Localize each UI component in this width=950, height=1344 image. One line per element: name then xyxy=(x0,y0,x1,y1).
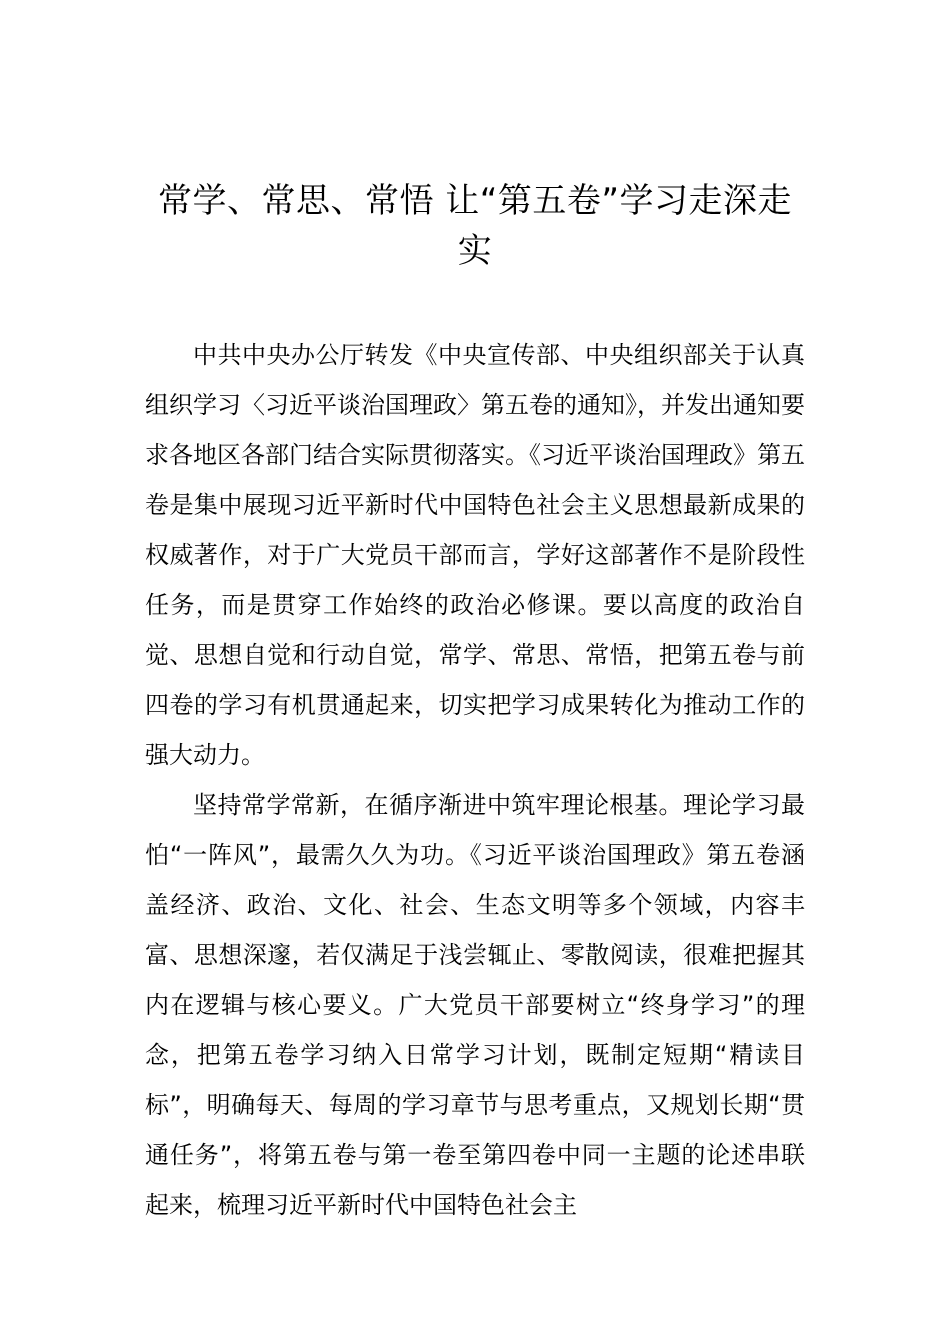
document-body xyxy=(145,330,805,1230)
paragraph-1 xyxy=(145,330,805,780)
paragraph-2 xyxy=(145,780,805,1230)
document-title: 常学、常思、常悟 让“第五卷”学习走深走实 xyxy=(157,181,793,271)
paragraph-1-text: 中共中央办公厅转发《中央宣传部、中央组织部关于认真组织学习〈习近平谈治国理政〉第五卷的通知》，并发出通知要求各地区各部门结合实际贯彻落实。《习近平谈治国理政》第五卷是集中展现习近平新时代中国特色社会主义思想最新成果的权威著作，对于广大党员干部而言，学好这部著作不是阶段性任务，而是贯穿工作始终的政治必修课。要以高度的政治自觉、思想自觉和行动自觉，常学、常思、常悟，把第五卷与前四卷的学习有机贯通起来，切实把学习成果转化为推动工作的强大动力。 xyxy=(145,341,805,769)
paragraph-2-lead: 坚持常学常新，在循序渐进中筑牢理论根基。 xyxy=(193,791,683,819)
paragraph-2-text: 理论学习最怕“一阵风”，最需久久为功。《习近平谈治国理政》第五卷涵盖经济、政治、文化、社会、生态文明等多个领域，内容丰富、思想深邃，若仅满足于浅尝辄止、零散阅读，很难把握其内在逻辑与核心要义。广大党员干部要树立“终身学习”的理念，把第五卷学习纳入日常学习计划，既制定短期“精读目标”，明确每天、每周的学习章节与思考重点，又规划长期“贯通任务”，将第五卷与第一卷至第四卷中同一主题的论述串联起来，梳理习近平新时代中国特色社会主 xyxy=(145,791,805,1219)
